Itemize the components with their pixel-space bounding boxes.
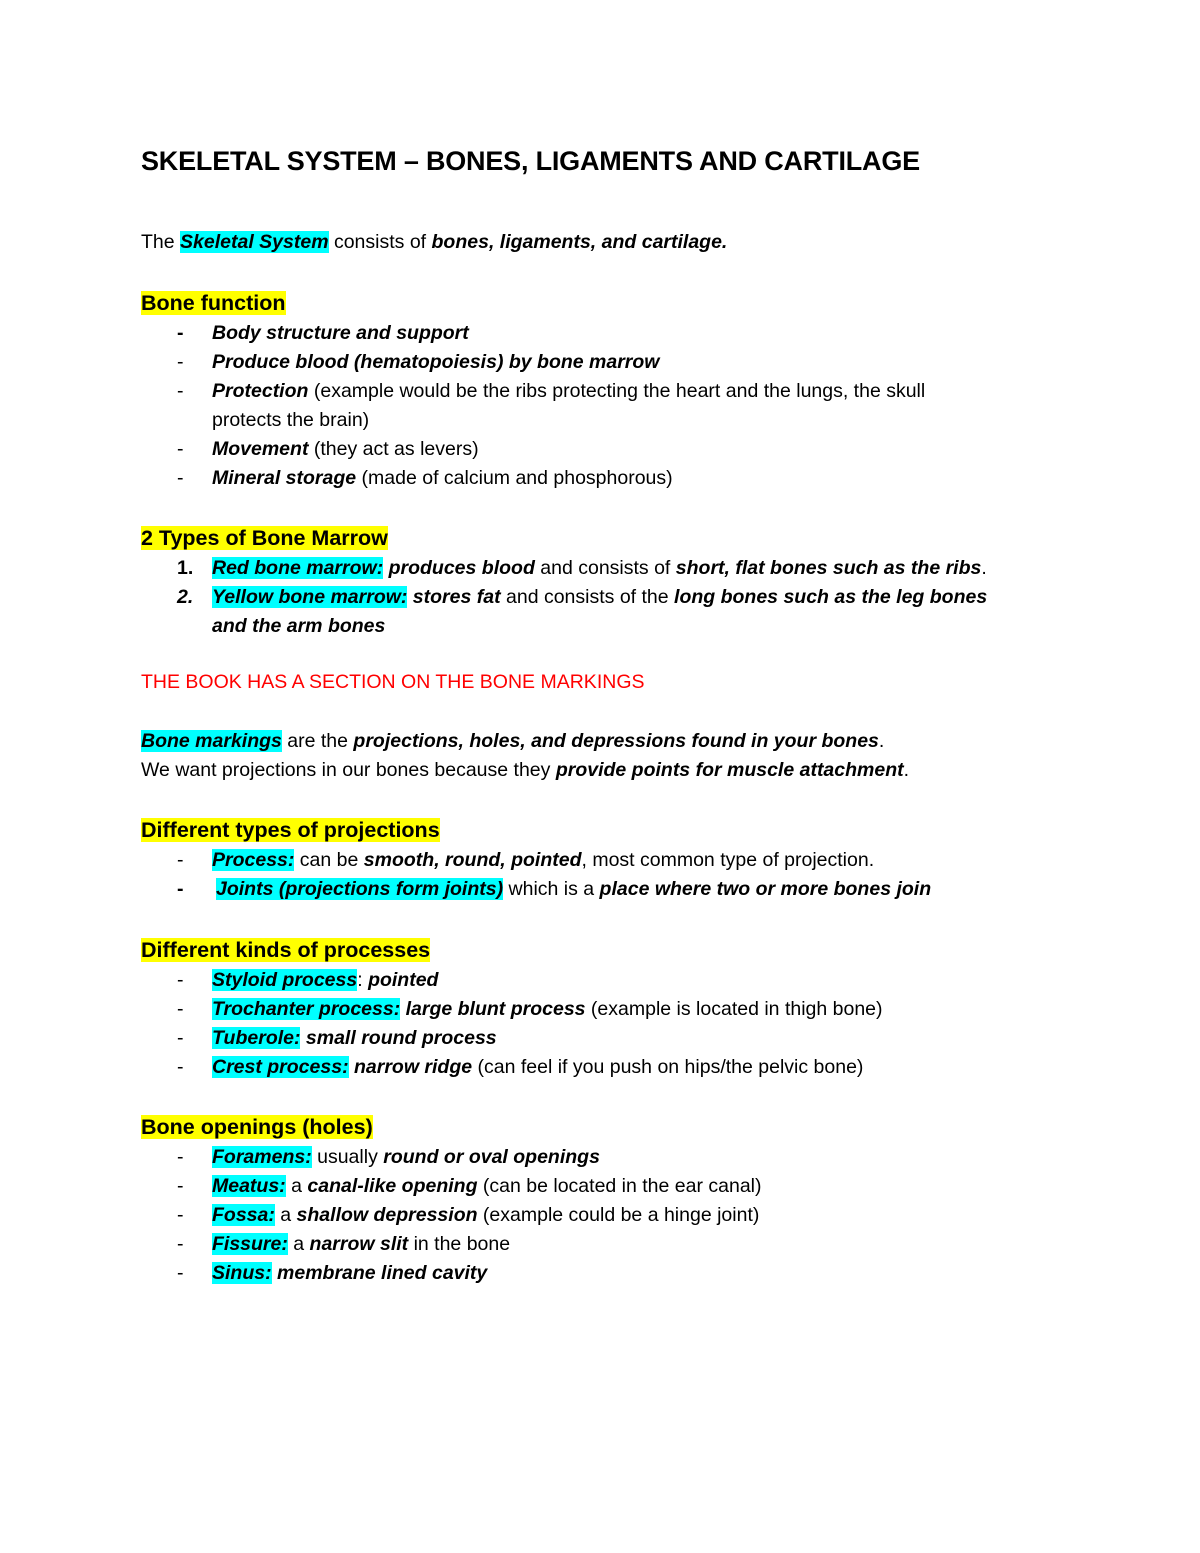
list-item: - Process: can be smooth, round, pointed, most common type of projection. <box>141 846 1041 875</box>
dash-bullet: - <box>177 1262 184 1284</box>
processes-list <box>141 966 1041 1082</box>
list-item: - Sinus: membrane lined cavity <box>141 1259 1041 1288</box>
bone-function-list <box>141 319 1041 493</box>
section-heading-bone-function: Bone function <box>141 291 286 315</box>
section-heading-openings: Bone openings (holes) <box>141 1115 373 1139</box>
intro-line <box>141 228 727 257</box>
list-item: - Crest process: narrow ridge (can feel if you push on hips/the pelvic bone) <box>141 1053 1041 1082</box>
dash-bullet: - <box>177 1146 184 1168</box>
list-item: - Body structure and support <box>141 319 1041 348</box>
dash-bullet: - <box>177 849 184 871</box>
dash-bullet: - <box>177 969 184 991</box>
bone-marrow-list <box>141 554 1041 641</box>
list-item: 2. Yellow bone marrow: stores fat and consists of the long bones such as the leg bones and the arm bones <box>141 583 1041 641</box>
dash-bullet: - <box>177 1027 184 1049</box>
list-item: - Tuberole: small round process <box>141 1024 1041 1053</box>
dash-bullet: - <box>177 1175 184 1197</box>
intro-rest: bones, ligaments, and cartilage. <box>431 231 728 253</box>
dash-bullet: - <box>177 998 184 1020</box>
intro-pre: The <box>141 231 181 253</box>
list-number: 1. <box>177 557 194 579</box>
intro-mid: consists of <box>328 231 432 253</box>
list-item: - Mineral storage (made of calcium and phosphorous) <box>141 464 1041 493</box>
openings-list <box>141 1143 1041 1288</box>
dash-bullet: - <box>177 1204 184 1226</box>
dash-bullet: - <box>177 322 184 344</box>
list-item: - Styloid process: pointed <box>141 966 1041 995</box>
book-note: THE BOOK HAS A SECTION ON THE BONE MARKINGS <box>141 671 645 693</box>
markings-line-2: We want projections in our bones because they provide points for muscle attachment. <box>141 759 910 781</box>
list-item: - Produce blood (hematopoiesis) by bone marrow <box>141 348 1041 377</box>
dash-bullet: - <box>177 1233 184 1255</box>
markings-line-1: Bone markings are the projections, holes, and depressions found in your bones. <box>141 730 885 752</box>
list-item: - Fissure: a narrow slit in the bone <box>141 1230 1041 1259</box>
section-heading-bone-marrow: 2 Types of Bone Marrow <box>141 526 388 550</box>
section-heading-projections: Different types of projections <box>141 818 440 842</box>
dash-bullet: - <box>177 438 184 460</box>
list-item: - Trochanter process: large blunt process (example is located in thigh bone) <box>141 995 1041 1024</box>
list-number: 2. <box>177 586 194 608</box>
dash-bullet: - <box>177 878 184 900</box>
list-item: 1. Red bone marrow: produces blood and consists of short, flat bones such as the ribs. <box>141 554 1041 583</box>
dash-bullet: - <box>177 380 184 402</box>
list-item: - Meatus: a canal-like opening (can be located in the ear canal) <box>141 1172 1041 1201</box>
intro-term: Skeletal System <box>180 231 329 253</box>
list-item: - Fossa: a shallow depression (example could be a hinge joint) <box>141 1201 1041 1230</box>
projections-list <box>141 846 1041 904</box>
list-item: - Joints (projections form joints) which is a place where two or more bones join <box>141 875 1041 904</box>
list-item: - Protection (example would be the ribs protecting the heart and the lungs, the skull protects the brain) <box>141 377 1041 435</box>
list-item: - Movement (they act as levers) <box>141 435 1041 464</box>
list-item: - Foramens: usually round or oval openings <box>141 1143 1041 1172</box>
section-heading-processes: Different kinds of processes <box>141 938 431 962</box>
dash-bullet: - <box>177 467 184 489</box>
dash-bullet: - <box>177 1056 184 1078</box>
dash-bullet: - <box>177 351 184 373</box>
page-title: SKELETAL SYSTEM – BONES, LIGAMENTS AND CARTILAGE <box>141 146 920 176</box>
